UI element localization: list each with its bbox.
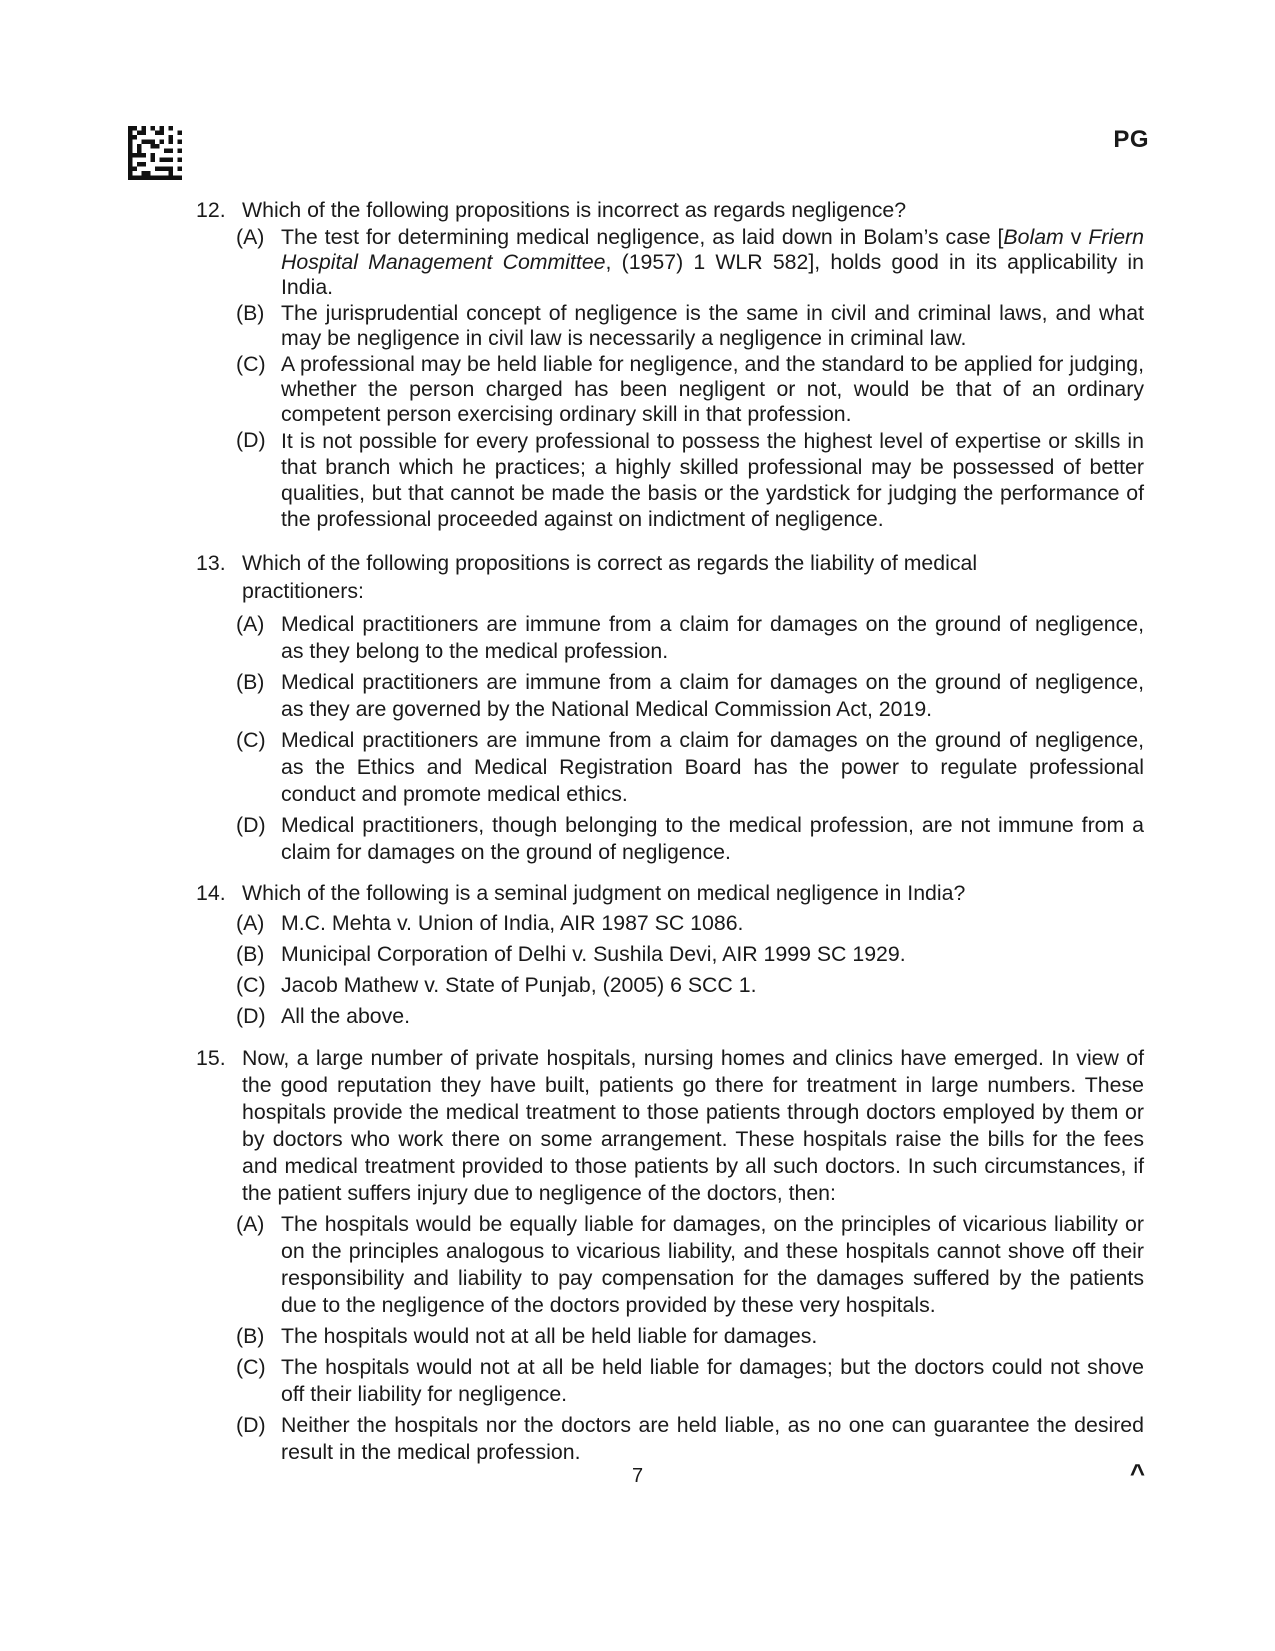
- option-text-part: The test for determining medical negligence, as laid down in Bolam’s case [: [281, 225, 1004, 249]
- question-text: Which of the following propositions is correct as regards the liability of medical practitioners:: [242, 551, 978, 603]
- caret-icon: ^: [1129, 1458, 1145, 1488]
- option-a: [236, 611, 1144, 665]
- option-letter: (B): [236, 301, 265, 325]
- option-letter: (D): [236, 428, 266, 452]
- case-party-italic: Bolam: [1003, 225, 1064, 249]
- option-c: [236, 352, 1144, 427]
- option-a: [236, 910, 1144, 937]
- option-text: The jurisprudential concept of negligence is the same in civil and criminal laws, and what may be negligence in civil law is necessarily a negligence in criminal law.: [281, 301, 1144, 350]
- question-number: 15.: [196, 1046, 226, 1070]
- option-letter: (B): [236, 670, 265, 694]
- case-party-italic: Friern Hospital Management Committee: [281, 225, 1144, 274]
- option-b: [236, 669, 1144, 723]
- option-d: [236, 812, 1144, 866]
- question-number: 13.: [196, 551, 226, 575]
- option-letter: (B): [236, 1324, 265, 1348]
- question-14: [196, 881, 1144, 1030]
- question-text: Which of the following is a seminal judgment on medical negligence in India?: [242, 881, 966, 905]
- option-c: [236, 1354, 1144, 1408]
- question-15: [196, 1045, 1144, 1466]
- question-text: Now, a large number of private hospitals, nursing homes and clinics have emerged. In view of the good reputation they have built, patients go there for treatment in large numbers. These hospitals provide the medical treatment to those patients through doctors employed by them or by doctors who work there on some arrangement. These hospitals raise the bills for the fees and medical treatment provided to those patients by all such doctors. In such circumstances, if the patient suffers injury due to negligence of the doctors, then:: [242, 1046, 1144, 1205]
- page-number: 7: [631, 1465, 644, 1487]
- option-text: Municipal Corporation of Delhi v. Sushila Devi, AIR 1999 SC 1929.: [281, 942, 906, 966]
- option-letter: (B): [236, 942, 265, 966]
- option-letter: (A): [236, 612, 265, 636]
- option-text: It is not possible for every professional to possess the highest level of expertise or skills in that branch which he practices; a highly skilled professional may be possessed of better qualities, but that cannot be made the basis or the yardstick for judging the performance of the professional proceeded against on indictment of negligence.: [281, 429, 1144, 531]
- option-letter: (C): [236, 352, 266, 376]
- option-letter: (D): [236, 813, 266, 837]
- option-d: [236, 428, 1144, 532]
- question-number: 12.: [196, 198, 226, 222]
- option-d: [236, 1412, 1144, 1466]
- option-letter: (D): [236, 1413, 266, 1437]
- question-text: Which of the following propositions is incorrect as regards negligence?: [242, 198, 907, 222]
- option-letter: (D): [236, 1004, 266, 1028]
- question-12: [196, 198, 1144, 532]
- option-text: [281, 225, 1144, 300]
- option-letter: (A): [236, 911, 265, 935]
- option-letter: (A): [236, 225, 265, 249]
- option-letter: (C): [236, 728, 266, 752]
- option-text: Medical practitioners are immune from a claim for damages on the ground of negligence, as they belong to the medical profession.: [281, 612, 1144, 663]
- option-letter: (C): [236, 973, 266, 997]
- option-text: A professional may be held liable for negligence, and the standard to be applied for judging, whether the person charged has been negligent or not, would be that of an ordinary competent person exercising ordinary skill in that profession.: [281, 352, 1144, 426]
- option-text: The hospitals would not at all be held liable for damages; but the doctors could not shove off their liability for negligence.: [281, 1355, 1144, 1406]
- question-13: [196, 549, 1144, 866]
- option-text: Medical practitioners are immune from a claim for damages on the ground of negligence, as the Ethics and Medical Registration Board has the power to regulate professional conduct and promote medical ethics.: [281, 728, 1144, 806]
- option-text: Jacob Mathew v. State of Punjab, (2005) 6 SCC 1.: [281, 973, 757, 997]
- option-letter: (C): [236, 1355, 266, 1379]
- option-c: [236, 727, 1144, 808]
- option-b: [236, 941, 1144, 968]
- option-a: [236, 225, 1144, 300]
- option-letter: (A): [236, 1212, 265, 1236]
- option-text: The hospitals would be equally liable for damages, on the principles of vicarious liability or on the principles analogous to vicarious liability, and these hospitals cannot shove off their responsibility and liability to pay compensation for the damages suffered by the patients due to the negligence of the doctors provided by these very hospitals.: [281, 1212, 1144, 1317]
- paper-code: PG: [1113, 126, 1149, 153]
- option-c: [236, 972, 1144, 999]
- option-a: [236, 1211, 1144, 1319]
- option-text: All the above.: [281, 1004, 411, 1028]
- data-matrix-code: [128, 126, 182, 180]
- option-text: M.C. Mehta v. Union of India, AIR 1987 SC 1086.: [281, 911, 744, 935]
- option-text-part: , (1957) 1 WLR 582], holds good in its applicability in India.: [281, 250, 1144, 299]
- option-b: [236, 1323, 1144, 1350]
- option-text: Medical practitioners, though belonging to the medical profession, are not immune from a claim for damages on the ground of negligence.: [281, 813, 1144, 864]
- option-b: [236, 301, 1144, 351]
- option-text: Medical practitioners are immune from a claim for damages on the ground of negligence, as they are governed by the National Medical Commission Act, 2019.: [281, 670, 1144, 721]
- option-text-part: v: [1063, 225, 1089, 249]
- option-text: The hospitals would not at all be held liable for damages.: [281, 1324, 818, 1348]
- option-d: [236, 1003, 1144, 1030]
- question-list: [196, 198, 1144, 1470]
- option-text: Neither the hospitals nor the doctors are held liable, as no one can guarantee the desired result in the medical profession.: [281, 1413, 1144, 1464]
- question-number: 14.: [196, 881, 226, 905]
